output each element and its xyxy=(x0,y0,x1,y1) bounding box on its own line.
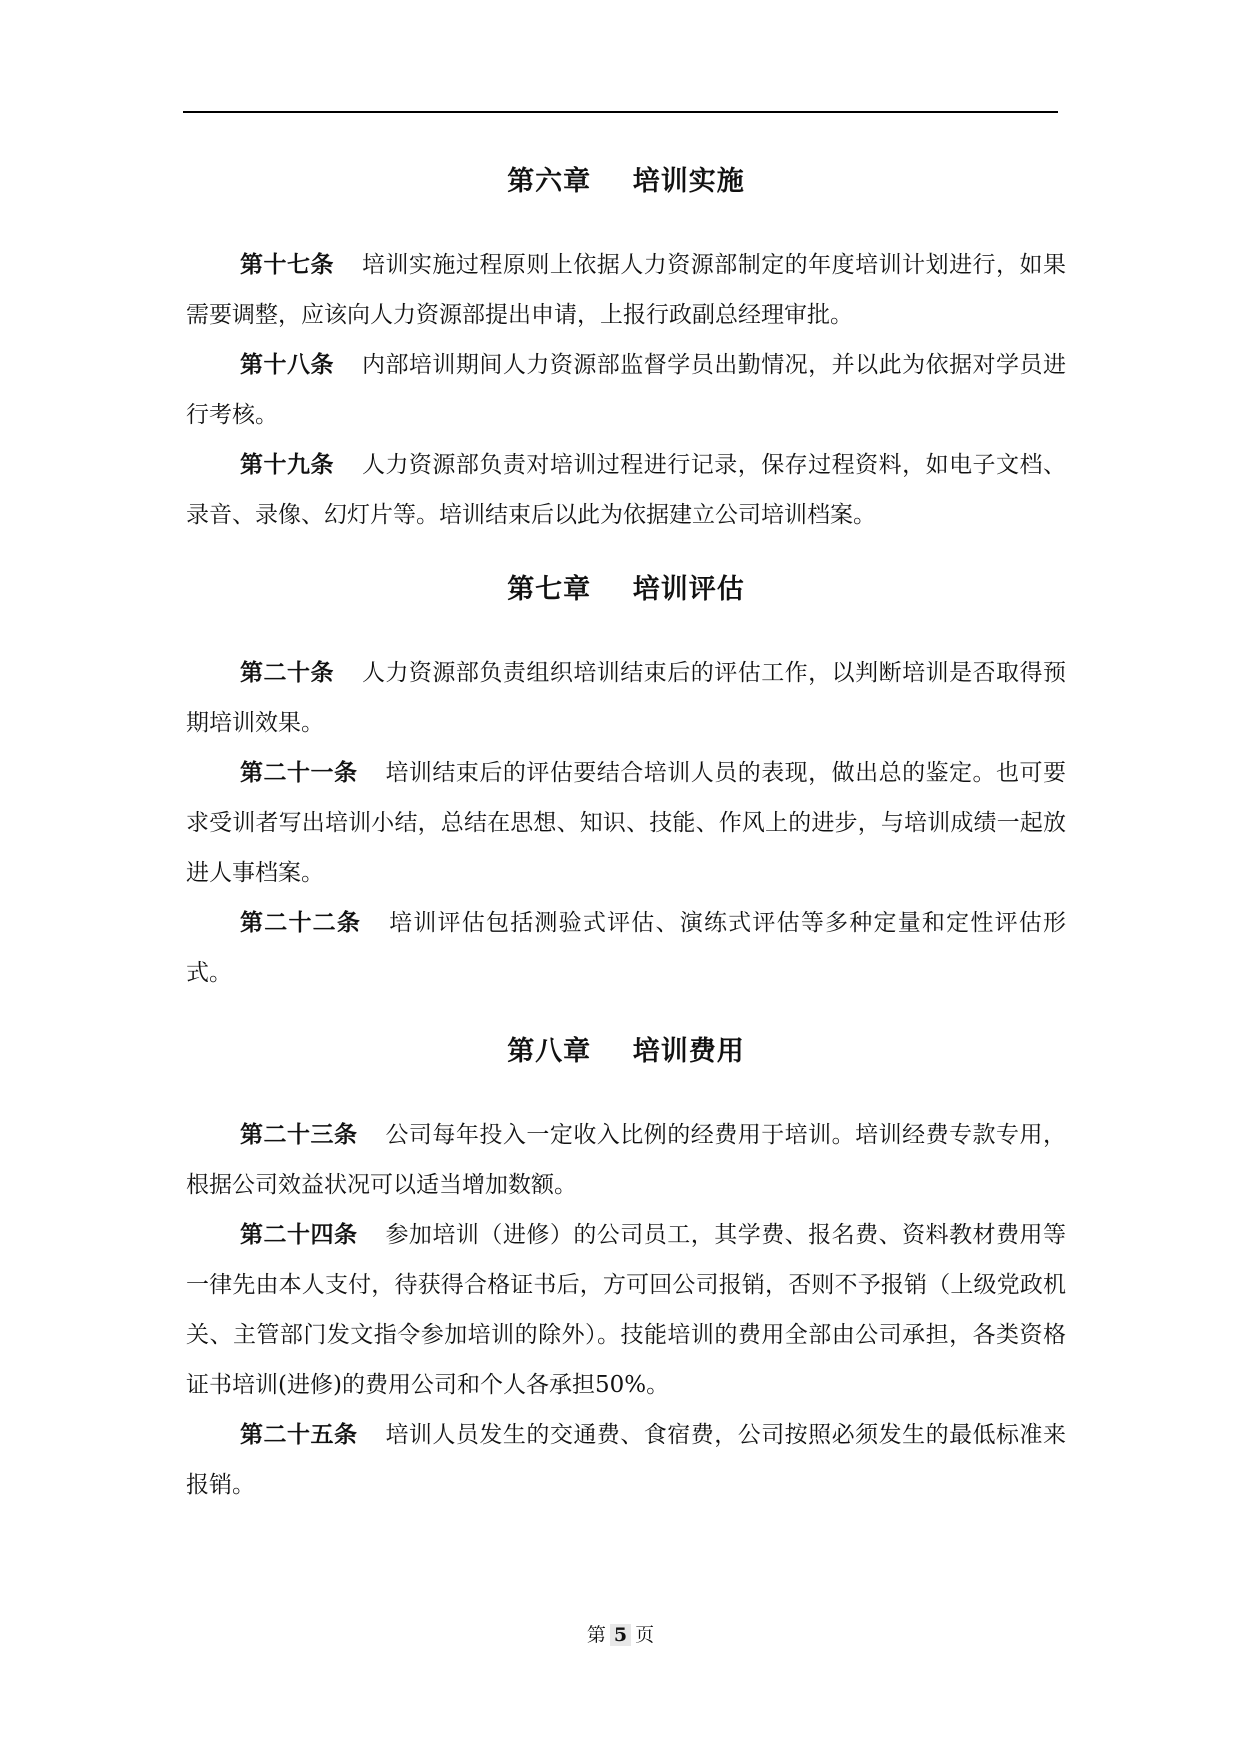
article xyxy=(186,1410,1066,1510)
article-number: 第十九条 xyxy=(240,451,334,478)
article-number: 第二十条 xyxy=(240,659,334,686)
article xyxy=(186,898,1066,998)
article-text: 培训人员发生的交通费、食宿费，公司按照必须发生的最低标准来报销。 xyxy=(186,1422,1067,1498)
article xyxy=(186,440,1066,540)
article-number: 第二十一条 xyxy=(240,759,358,786)
article xyxy=(186,240,1066,340)
chapter-title: 第六章 培训实施 xyxy=(507,166,745,197)
chapter-title: 第七章 培训评估 xyxy=(507,574,745,605)
article xyxy=(186,1210,1066,1410)
document-body xyxy=(186,150,1066,1510)
page-number: 5 xyxy=(610,1624,631,1646)
article-number: 第二十三条 xyxy=(240,1121,358,1148)
article xyxy=(186,1110,1066,1210)
article-text: 参加培训（进修）的公司员工，其学费、报名费、资料教材费用等一律先由本人支付，待获得合格证书后，方可回公司报销，否则不予报销（上级党政机关、主管部门发文指令参加培训的除外）。技能培训的费用全部由公司承担，各类资格证书培训(进修)的费用公司和个人各承担50%。 xyxy=(186,1222,1067,1398)
article-number: 第十七条 xyxy=(240,251,334,278)
article xyxy=(186,748,1066,898)
article-number: 第二十二条 xyxy=(240,909,362,936)
article-text: 培训评估包括测验式评估、演练式评估等多种定量和定性评估形式。 xyxy=(186,910,1066,986)
footer-prefix: 第 xyxy=(586,1624,606,1646)
article xyxy=(186,340,1066,440)
article-number: 第十八条 xyxy=(240,351,334,378)
header-rule xyxy=(183,111,1058,113)
article-text: 培训实施过程原则上依据人力资源部制定的年度培训计划进行，如果需要调整，应该向人力资源部提出申请，上报行政副总经理审批。 xyxy=(186,252,1067,328)
footer-suffix: 页 xyxy=(635,1624,655,1646)
article-text: 内部培训期间人力资源部监督学员出勤情况，并以此为依据对学员进行考核。 xyxy=(186,352,1067,428)
article-text: 人力资源部负责组织培训结束后的评估工作，以判断培训是否取得预期培训效果。 xyxy=(186,660,1067,736)
article-number: 第二十四条 xyxy=(240,1221,358,1248)
article xyxy=(186,648,1066,748)
article-number: 第二十五条 xyxy=(240,1421,358,1448)
article-text: 人力资源部负责对培训过程进行记录，保存过程资料，如电子文档、录音、录像、幻灯片等。培训结束后以此为依据建立公司培训档案。 xyxy=(186,452,1067,528)
article-text: 培训结束后的评估要结合培训人员的表现，做出总的鉴定。也可要求受训者写出培训小结，总结在思想、知识、技能、作风上的进步，与培训成绩一起放进人事档案。 xyxy=(186,760,1067,886)
page-footer xyxy=(0,1620,1241,1647)
article-text: 公司每年投入一定收入比例的经费用于培训。培训经费专款专用，根据公司效益状况可以适当增加数额。 xyxy=(186,1122,1067,1198)
chapter-title: 第八章 培训费用 xyxy=(507,1036,745,1067)
